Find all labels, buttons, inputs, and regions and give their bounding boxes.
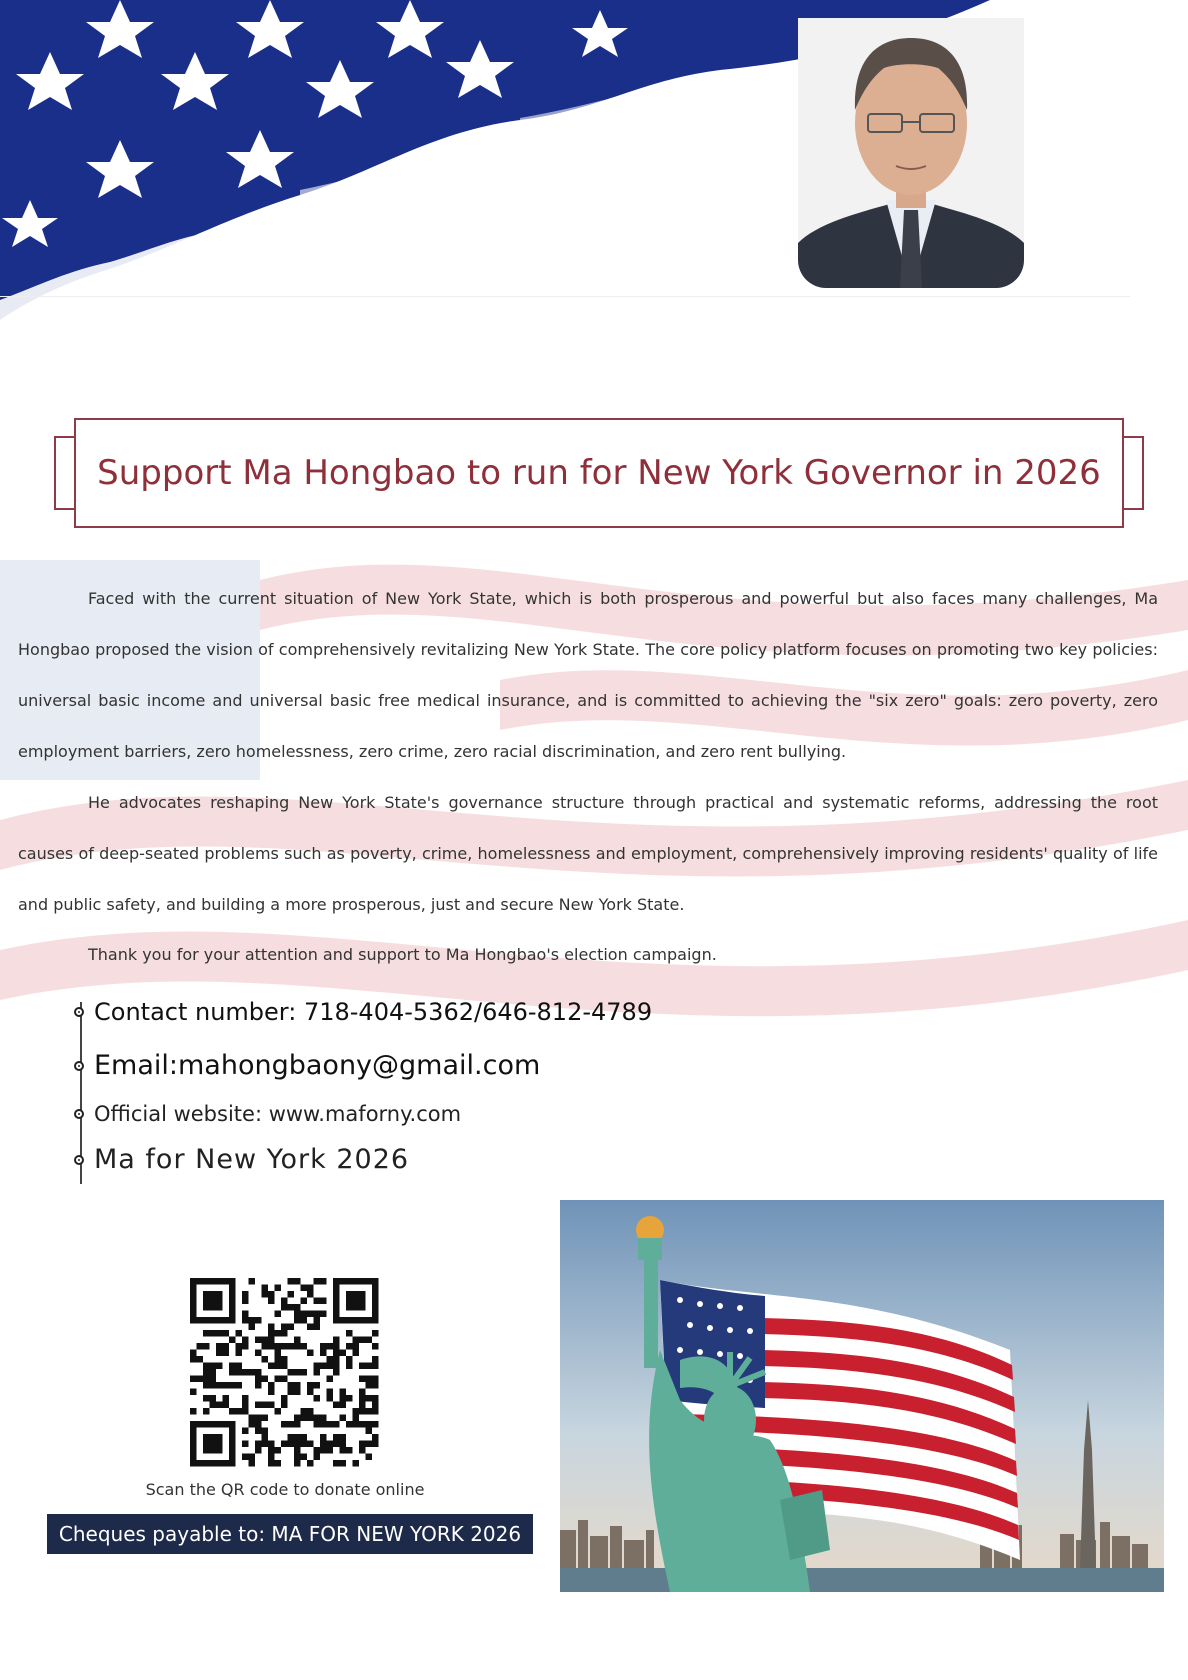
campaign-slogan xyxy=(72,1144,409,1175)
page-title: Support Ma Hongbao to run for New York Governor in 2026 xyxy=(97,453,1101,493)
bullet-icon xyxy=(74,1155,84,1165)
bullet-icon xyxy=(74,1061,84,1071)
paragraph-vision xyxy=(18,573,1158,777)
paragraph-thanks xyxy=(18,929,1158,980)
bullet-icon xyxy=(74,1007,84,1017)
title-frame xyxy=(54,418,1144,530)
contact-website[interactable] xyxy=(72,1102,461,1126)
statue-of-liberty-image xyxy=(560,1200,1164,1592)
paragraph-reforms xyxy=(18,777,1158,930)
candidate-portrait xyxy=(798,18,1024,288)
divider xyxy=(0,296,1130,297)
contact-email[interactable] xyxy=(72,1050,540,1081)
contact-phone[interactable] xyxy=(72,998,652,1026)
contact-email-text: Email:mahongbaony@gmail.com xyxy=(94,1050,541,1081)
paragraph-thanks-text: Thank you for your attention and support to Ma Hongbao's election campaign. xyxy=(88,945,717,964)
contact-phone-text: Contact number: 718-404-5362/646-812-4789 xyxy=(94,998,653,1026)
contact-website-text: Official website: www.maforny.com xyxy=(94,1102,462,1126)
qr-caption: Scan the QR code to donate online xyxy=(145,1480,425,1499)
frame-tab-left xyxy=(54,436,74,510)
paragraph-vision-text: Faced with the current situation of New York State, which is both prosperous and powerful but also faces many challenges, Ma Hongbao proposed the vision of comprehensively revitalizing New York State. The core policy platform focuses on promoting two key policies: universal basic income and universal basic free medical insurance, and is committed to achieving the "six zero" goals: zero poverty, zero employment barriers, zero homelessness, zero crime, zero racial discrimination, and zero rent bullying. xyxy=(18,589,1158,761)
paragraph-reforms-text: He advocates reshaping New York State's governance structure through practical and systematic reforms, addressing the root causes of deep-seated problems such as poverty, crime, homelessness and employment, comprehensively improving residents' quality of life and public safety, and building a more prosperous, just and secure New York State. xyxy=(18,793,1158,914)
cheque-banner: Cheques payable to: MA FOR NEW YORK 2026 xyxy=(47,1514,533,1554)
contact-list xyxy=(72,998,772,1186)
frame-tab-right xyxy=(1124,436,1144,510)
bullet-icon xyxy=(74,1109,84,1119)
donation-qr-code[interactable] xyxy=(184,1278,402,1468)
campaign-slogan-text: Ma for New York 2026 xyxy=(94,1144,410,1175)
